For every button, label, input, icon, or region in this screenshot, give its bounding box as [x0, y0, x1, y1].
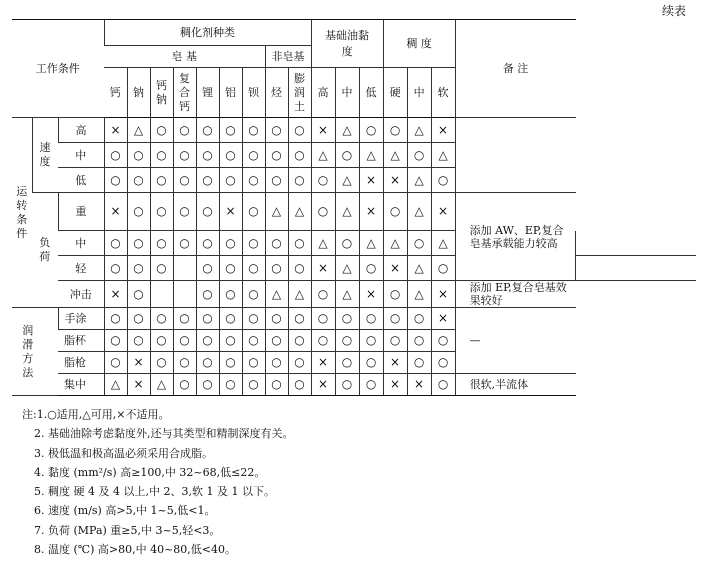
rating-cell: △	[265, 193, 288, 231]
rating-cell: ○	[265, 308, 288, 330]
rating-cell: ○	[127, 231, 150, 256]
rating-cell: ○	[127, 193, 150, 231]
rating-cell: ○	[265, 168, 288, 193]
rating-cell: ○	[383, 118, 407, 143]
rating-cell: ○	[431, 330, 455, 352]
rating-cell: ○	[219, 281, 242, 308]
rating-cell: ○	[431, 256, 455, 281]
rating-cell: △	[104, 374, 127, 396]
rating-cell: ○	[150, 330, 173, 352]
table-row	[12, 193, 696, 231]
rating-cell: ○	[335, 330, 359, 352]
column-header: 钙	[104, 68, 127, 118]
table-row	[12, 231, 696, 256]
rating-cell: ○	[150, 352, 173, 374]
rating-cell: ○	[219, 256, 242, 281]
rating-cell: ○	[150, 256, 173, 281]
rating-cell: ○	[242, 281, 265, 308]
rating-cell: ○	[265, 352, 288, 374]
rating-cell: ○	[288, 231, 311, 256]
table-row	[12, 281, 696, 308]
rating-cell: ×	[104, 118, 127, 143]
rating-cell: ○	[288, 308, 311, 330]
rating-cell: ○	[196, 352, 219, 374]
column-header: 低	[359, 68, 383, 118]
column-header: 铝	[219, 68, 242, 118]
rating-cell: ○	[242, 143, 265, 168]
note-line: 注:1.○适用,△可用,×不适用。	[22, 408, 170, 421]
header-nonsoap: 非皂基	[265, 46, 311, 68]
rating-cell: ○	[265, 330, 288, 352]
rating-cell: ×	[104, 193, 127, 231]
rating-cell: ×	[431, 308, 455, 330]
rating-cell: △	[407, 256, 431, 281]
rating-cell: ○	[242, 256, 265, 281]
rating-cell: ×	[383, 374, 407, 396]
rating-cell: ○	[196, 193, 219, 231]
rating-cell: ○	[242, 374, 265, 396]
note-line: 3. 极低温和极高温必须采用合成脂。	[34, 446, 213, 460]
rating-cell: △	[288, 281, 311, 308]
rating-cell: ○	[359, 352, 383, 374]
header-consistency: 稠 度	[383, 20, 455, 68]
column-header: 钡	[242, 68, 265, 118]
rating-cell: ×	[127, 352, 150, 374]
row-label: 中	[58, 143, 104, 168]
remark-cell	[576, 231, 696, 256]
rating-cell: ○	[196, 118, 219, 143]
rating-cell: △	[265, 281, 288, 308]
column-header: 软	[431, 68, 455, 118]
column-header: 硬	[383, 68, 407, 118]
table-row	[12, 352, 696, 374]
rating-cell: ×	[311, 352, 335, 374]
rating-cell: ○	[173, 143, 196, 168]
rating-cell: ○	[359, 118, 383, 143]
rating-cell: ○	[265, 143, 288, 168]
note-line: 2. 基础油除考虑黏度外,还与其类型和精制深度有关。	[34, 427, 294, 441]
rating-cell: ○	[383, 193, 407, 231]
note-line: 6. 速度 (m/s) 高>5,中 1~5,低<1。	[34, 504, 216, 518]
grease-selection-table	[12, 19, 696, 396]
column-header: 中	[407, 68, 431, 118]
rating-cell: ○	[288, 118, 311, 143]
rating-cell: ○	[127, 308, 150, 330]
group-speed: 速度	[32, 118, 58, 193]
rating-cell: ×	[127, 374, 150, 396]
rating-cell	[173, 256, 196, 281]
row-label: 集中	[58, 374, 104, 396]
row-label: 重	[58, 193, 104, 231]
rating-cell: ○	[173, 168, 196, 193]
rating-cell: ○	[311, 281, 335, 308]
rating-cell: ○	[127, 281, 150, 308]
rating-cell: ○	[127, 256, 150, 281]
rating-cell: △	[335, 118, 359, 143]
rating-cell: ○	[359, 256, 383, 281]
rating-cell: △	[383, 143, 407, 168]
rating-cell: ○	[127, 330, 150, 352]
rating-cell: ○	[288, 374, 311, 396]
rating-cell: ○	[196, 231, 219, 256]
rating-cell: ×	[431, 281, 455, 308]
rating-cell: ○	[219, 168, 242, 193]
rating-cell: △	[311, 231, 335, 256]
rating-cell: ○	[335, 374, 359, 396]
group-lube: 润滑方法	[12, 308, 58, 396]
rating-cell	[150, 281, 173, 308]
rating-cell: ○	[407, 143, 431, 168]
rating-cell: ○	[173, 231, 196, 256]
rating-cell: ○	[104, 231, 127, 256]
column-header: 复合钙	[173, 68, 196, 118]
rating-cell: ○	[196, 168, 219, 193]
notes	[22, 405, 294, 559]
rating-cell: ×	[359, 281, 383, 308]
rating-cell: ○	[359, 374, 383, 396]
rating-cell: ×	[431, 118, 455, 143]
rating-cell: ×	[383, 352, 407, 374]
rating-cell: ○	[431, 374, 455, 396]
table-row	[12, 168, 696, 193]
rating-cell: ○	[311, 308, 335, 330]
row-label: 轻	[58, 256, 104, 281]
rating-cell: △	[127, 118, 150, 143]
rating-cell: ○	[288, 256, 311, 281]
rating-cell: ○	[335, 231, 359, 256]
rating-cell: ○	[150, 118, 173, 143]
row-label: 脂杯	[58, 330, 104, 352]
rating-cell: ○	[407, 231, 431, 256]
rating-cell: ○	[407, 308, 431, 330]
rating-cell: ○	[150, 143, 173, 168]
rating-cell: ○	[311, 193, 335, 231]
rating-cell: ○	[383, 308, 407, 330]
rating-cell: △	[407, 281, 431, 308]
rating-cell: ○	[173, 308, 196, 330]
header-base-oil: 基础油黏度	[311, 20, 383, 68]
table-row	[12, 118, 696, 143]
rating-cell: △	[407, 193, 431, 231]
rating-cell: ○	[335, 143, 359, 168]
rating-cell: △	[407, 168, 431, 193]
rating-cell: ×	[311, 374, 335, 396]
note-line: 4. 黏度 (mm²/s) 高≥100,中 32~68,低≤22。	[34, 465, 266, 479]
rating-cell: ○	[150, 168, 173, 193]
rating-cell: ○	[196, 330, 219, 352]
header-thickener: 稠化剂种类	[104, 20, 311, 46]
rating-cell: ○	[359, 330, 383, 352]
rating-cell: ○	[265, 256, 288, 281]
remark-cell: —	[455, 308, 575, 374]
rating-cell: ×	[359, 168, 383, 193]
column-header: 膨润土	[288, 68, 311, 118]
rating-cell: ○	[242, 193, 265, 231]
rating-cell: ○	[359, 308, 383, 330]
rating-cell: △	[431, 231, 455, 256]
table-row	[12, 330, 696, 352]
rating-cell: ○	[431, 168, 455, 193]
rating-cell: ×	[219, 193, 242, 231]
column-header: 锂	[196, 68, 219, 118]
column-header: 高	[311, 68, 335, 118]
rating-cell: ○	[219, 374, 242, 396]
rating-cell: ○	[311, 330, 335, 352]
rating-cell: ×	[104, 281, 127, 308]
rating-cell: ○	[104, 330, 127, 352]
remark-cell	[455, 118, 575, 193]
rating-cell: ○	[242, 118, 265, 143]
rating-cell: ○	[104, 308, 127, 330]
rating-cell: ○	[242, 168, 265, 193]
table-row	[12, 143, 696, 168]
rating-cell: ○	[383, 281, 407, 308]
header-soap: 皂 基	[104, 46, 265, 68]
rating-cell: ○	[242, 330, 265, 352]
rating-cell: ○	[196, 281, 219, 308]
rating-cell: ×	[359, 193, 383, 231]
rating-cell: ○	[219, 352, 242, 374]
rating-cell: ○	[173, 374, 196, 396]
rating-cell: ×	[383, 256, 407, 281]
rating-cell: ×	[431, 193, 455, 231]
rating-cell: △	[150, 374, 173, 396]
rating-cell: ○	[150, 193, 173, 231]
rating-cell: ○	[265, 374, 288, 396]
note-line: 8. 温度 (℃) 高>80,中 40~80,低<40。	[34, 543, 237, 557]
rating-cell: ○	[173, 352, 196, 374]
rating-cell: ○	[311, 168, 335, 193]
table-row	[12, 308, 696, 330]
row-label: 低	[58, 168, 104, 193]
rating-cell: ○	[242, 231, 265, 256]
rating-cell: ○	[383, 330, 407, 352]
column-header: 钠	[127, 68, 150, 118]
rating-cell: ×	[383, 168, 407, 193]
rating-cell: ○	[150, 231, 173, 256]
rating-cell: △	[383, 231, 407, 256]
rating-cell: △	[335, 281, 359, 308]
rating-cell: ○	[431, 352, 455, 374]
rating-cell: ○	[219, 308, 242, 330]
rating-cell: ×	[311, 118, 335, 143]
rating-cell: ○	[219, 118, 242, 143]
row-label: 手涂	[58, 308, 104, 330]
header-remarks: 备 注	[455, 20, 575, 118]
rating-cell: ○	[196, 374, 219, 396]
rating-cell: ○	[288, 168, 311, 193]
rating-cell: ○	[150, 308, 173, 330]
rating-cell: ○	[104, 256, 127, 281]
group-operation: 运转条件	[12, 118, 32, 308]
rating-cell: ○	[196, 143, 219, 168]
remark-cell: 添加 EP,复合皂基效果较好	[455, 281, 575, 308]
row-label: 冲击	[58, 281, 104, 308]
rating-cell: ○	[127, 168, 150, 193]
row-label: 脂枪	[58, 352, 104, 374]
group-load: 负荷	[32, 193, 58, 308]
rating-cell: ○	[288, 330, 311, 352]
continued-label: 续表	[661, 4, 686, 18]
remark-cell	[576, 256, 696, 281]
row-label: 中	[58, 231, 104, 256]
column-header: 钙钠	[150, 68, 173, 118]
rating-cell: ○	[242, 352, 265, 374]
rating-cell: ○	[335, 352, 359, 374]
rating-cell: △	[311, 143, 335, 168]
rating-cell: ○	[173, 118, 196, 143]
rating-cell: △	[359, 231, 383, 256]
column-header: 烃	[265, 68, 288, 118]
rating-cell: ○	[196, 256, 219, 281]
rating-cell: △	[431, 143, 455, 168]
rating-cell: ×	[407, 374, 431, 396]
rating-cell: ○	[265, 118, 288, 143]
rating-cell: ○	[127, 143, 150, 168]
rating-cell: △	[335, 256, 359, 281]
rating-cell: △	[407, 118, 431, 143]
header-work-condition: 工作条件	[12, 20, 104, 118]
column-header: 中	[335, 68, 359, 118]
rating-cell: ○	[173, 193, 196, 231]
rating-cell: △	[335, 168, 359, 193]
rating-cell: ○	[407, 330, 431, 352]
remark-cell: 很软,半流体	[455, 374, 575, 396]
rating-cell: ○	[219, 330, 242, 352]
row-label: 高	[58, 118, 104, 143]
rating-cell: ○	[219, 143, 242, 168]
remark-cell: 添加 AW、EP,复合皂基承载能力较高	[455, 193, 575, 281]
rating-cell: ○	[265, 231, 288, 256]
rating-cell: ○	[196, 308, 219, 330]
rating-cell: ○	[173, 330, 196, 352]
rating-cell: ○	[288, 143, 311, 168]
rating-cell: ○	[104, 143, 127, 168]
table-row	[12, 374, 696, 396]
note-line: 5. 稠度 硬 4 及 4 以上,中 2、3,软 1 及 1 以下。	[34, 485, 275, 499]
rating-cell	[173, 281, 196, 308]
note-line: 7. 负荷 (MPa) 重≥5,中 3~5,轻<3。	[34, 523, 221, 537]
rating-cell: △	[288, 193, 311, 231]
rating-cell: ○	[104, 352, 127, 374]
rating-cell: ○	[335, 308, 359, 330]
rating-cell: △	[359, 143, 383, 168]
rating-cell: ○	[407, 352, 431, 374]
table-row	[12, 256, 696, 281]
rating-cell: ○	[242, 308, 265, 330]
rating-cell: ○	[288, 352, 311, 374]
rating-cell: △	[335, 193, 359, 231]
rating-cell: ○	[104, 168, 127, 193]
rating-cell: ○	[219, 231, 242, 256]
rating-cell: ×	[311, 256, 335, 281]
